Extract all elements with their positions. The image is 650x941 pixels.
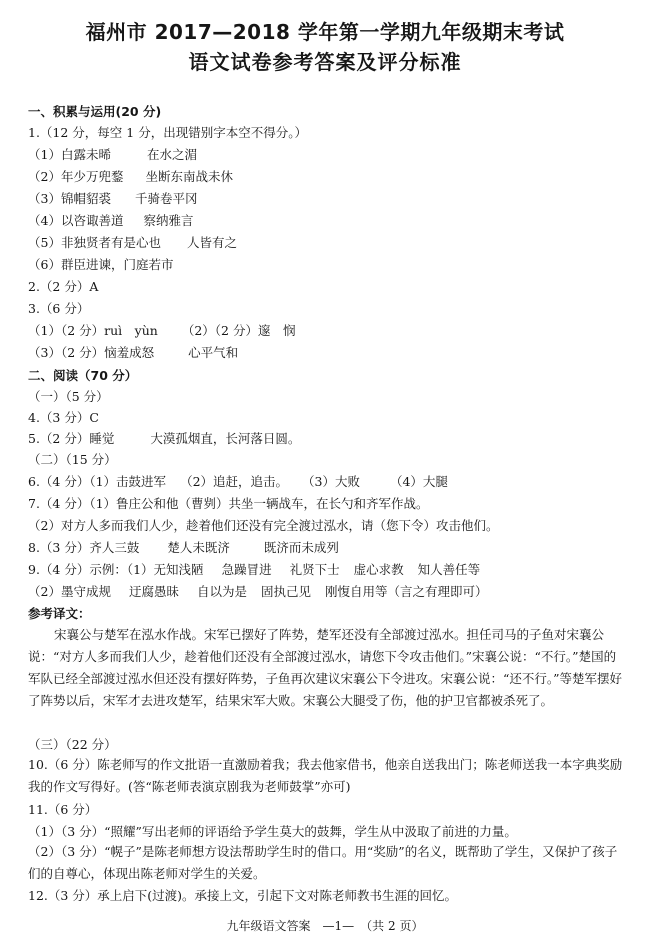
question-4: 4.（3 分）C — [28, 410, 99, 425]
question-8 — [28, 540, 339, 556]
answer-part: （3）锦帽貂裘 — [28, 191, 111, 206]
answer-part: （1）白露未晞 — [28, 147, 111, 162]
answer-paragraph: （2）（3 分）“幌子”是陈老师想方设法帮助学生时的借口。用“奖励”的名义，既帮助了学生，又保护了孩子们的自尊心，体现出陈老师对学生的关爱。 — [28, 844, 618, 881]
answer-line: （1）（3 分）“照耀”写出老师的评语给予学生莫大的鼓舞，学生从中汲取了前进的力量。 — [28, 824, 517, 839]
answer-part: （2）墨守成规 — [28, 584, 111, 599]
answer-part: 礼贤下士 — [289, 562, 340, 577]
page-footer: 九年级语文答案 —1— （共 2 页） — [226, 919, 424, 933]
answer-part: 刚愎自用等（言之有理即可） — [325, 584, 488, 599]
answer-line — [28, 345, 238, 361]
answer-part: 虚心求教 — [353, 562, 404, 577]
question-7: 7.（4 分）（1）鲁庄公和他（曹刿）共坐一辆战车，在长勺和齐军作战。 — [28, 496, 429, 511]
reference-translation — [28, 624, 628, 712]
answer-part: 千骑卷平冈 — [134, 191, 198, 206]
answer-part: （2）追赶，追击。 — [180, 474, 289, 489]
answer-part: 人皆有之 — [186, 235, 237, 250]
answer-part: 自以为是 — [196, 584, 247, 599]
part-heading: （三）（22 分） — [28, 737, 117, 752]
answer-part: （3）大败 — [302, 474, 360, 489]
answer-part: （4）大腿 — [389, 474, 448, 489]
page-title: 福州市 2017—2018 学年第一学期九年级期末考试 — [85, 20, 565, 44]
answer-line: （2）对方人多而我们人少，趁着他们还没有完全渡过泓水，请（您下令）攻击他们。 — [28, 518, 499, 533]
question-2: 2.（2 分）A — [28, 279, 99, 294]
question-1: 1.（12 分，每空 1 分，出现错别字本空不得分。） — [28, 125, 307, 140]
answer-part: 知人善任等 — [417, 562, 481, 577]
answer-part: 坐断东南战未休 — [145, 169, 233, 184]
section-heading-1: 一、积累与运用(20 分) — [28, 104, 162, 119]
answer-part: （4）以咨诹善道 — [28, 213, 124, 228]
answer-line — [28, 169, 233, 185]
answer-line — [28, 213, 193, 229]
answer-part: 大漠孤烟直，长河落日圆。 — [150, 431, 301, 446]
answer-part: 急躁冒进 — [221, 562, 272, 577]
question-11: 11.（6 分） — [28, 802, 98, 817]
answer-part: 9.（4 分）示例：（1）无知浅陋 — [28, 562, 204, 577]
answer-part: 5.（2 分）睡觉 — [28, 431, 115, 446]
answer-part: 既济而未成列 — [263, 540, 339, 555]
answer-part: 固执己见 — [261, 584, 312, 599]
part-heading: （二）（15 分） — [28, 452, 117, 467]
answer-part: （5）非独贤者有是心也 — [28, 235, 161, 250]
part-heading: （一）（5 分） — [28, 389, 109, 404]
reference-translation-heading: 参考译文： — [28, 606, 91, 621]
answer-part: 楚人未既济 — [167, 540, 230, 555]
page-subtitle: 语文试卷参考答案及评分标准 — [188, 50, 462, 74]
translation-text: 宋襄公与楚军在泓水作战。宋军已摆好了阵势，楚军还没有全部渡过泓水。担任司马的子鱼对宋襄公说：“对方人多而我们人少，趁着他们还没有全部渡过泓水，请您下令攻击他们。”宋襄公说：“不行。”楚国的军队已经全部渡过泓水但还没有摆好阵势，子鱼再次建议宋襄公下令进攻。宋襄公说：“还不行。”等楚军摆好了阵势以后，宋军才去进攻楚军，结果宋军大败。宋襄公大腿受了伤，他的护卫官都被杀死了。 — [28, 627, 623, 708]
section-heading-2: 二、阅读（70 分） — [28, 368, 138, 383]
answer-part: （2）（2 分）邃 悯 — [181, 323, 296, 338]
question-9 — [28, 562, 480, 578]
answer-part: 心平气和 — [188, 345, 239, 360]
answer-line — [28, 235, 237, 251]
question-10: 10.（6 分）陈老师写的作文批语一直激励着我；我去他家借书，他亲自送我出门；陈老师送我一本字典奖励我的作文写得好。(答“陈老师表演京剧我为老师鼓掌”亦可) — [28, 757, 623, 794]
question-12: 12.（3 分）承上启下(过渡)。承接上文，引起下文对陈老师教书生涯的回忆。 — [28, 888, 458, 903]
answer-line — [28, 147, 197, 163]
answer-part: （2）年少万兜鍪 — [28, 169, 124, 184]
answer-part: （3）（2 分）恼羞成怒 — [28, 345, 155, 360]
question-5 — [28, 431, 300, 447]
answer-part: （1）（2 分）ruì yùn — [28, 323, 158, 338]
question-3: 3.（6 分） — [28, 301, 90, 316]
answer-part: 8.（3 分）齐人三鼓 — [28, 540, 140, 555]
answer-part: 在水之湄 — [146, 147, 197, 162]
answer-line — [28, 191, 197, 207]
answer-line — [28, 323, 295, 339]
answer-part: 迂腐愚昧 — [128, 584, 179, 599]
answer-part: 6.（4 分）（1）击鼓进军 — [28, 474, 167, 489]
answer-line — [28, 584, 488, 600]
answer-line: （6）群臣进谏，门庭若市 — [28, 257, 174, 272]
answer-part: 察纳雅言 — [143, 213, 194, 228]
question-6 — [28, 474, 448, 490]
